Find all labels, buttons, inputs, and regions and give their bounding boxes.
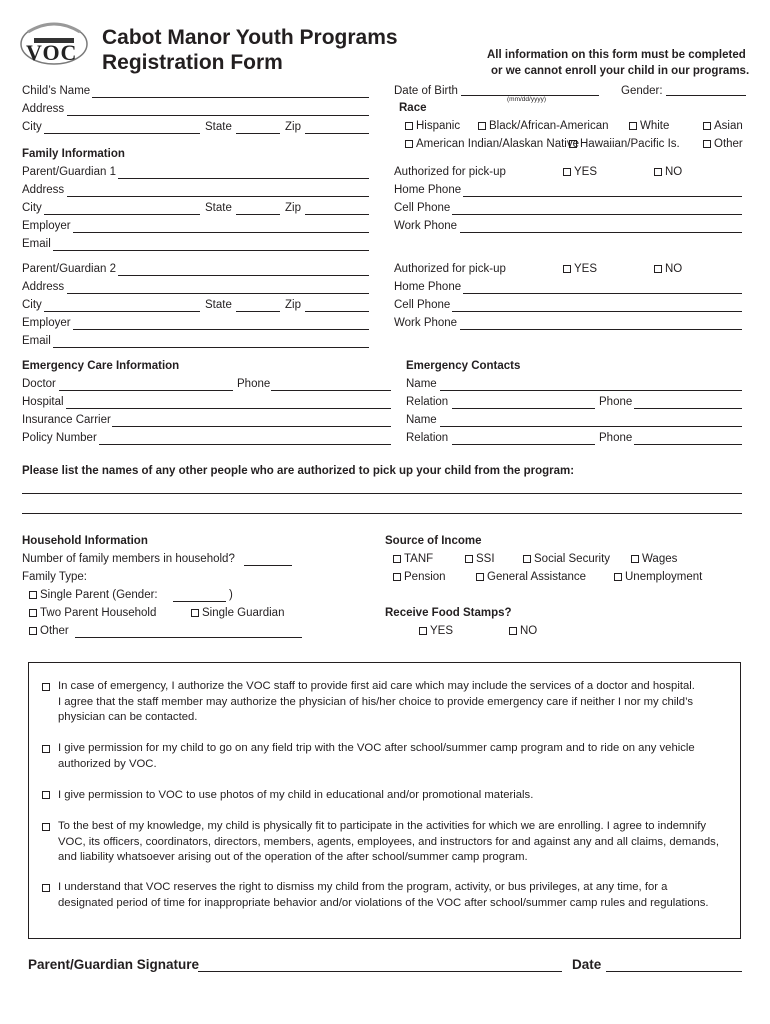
food-stamps-heading: Receive Food Stamps? — [385, 607, 512, 619]
contact1-relation-label: Relation — [406, 396, 449, 408]
guardian2-employer-label: Employer — [22, 317, 71, 329]
guardian2-name-field[interactable] — [118, 275, 369, 276]
guardian1-email-label: Email — [22, 238, 51, 250]
guardian1-state-label: State — [205, 202, 232, 214]
child-address-label: Address — [22, 103, 65, 115]
guardian1-email-field[interactable] — [53, 250, 369, 251]
hospital-field[interactable] — [66, 408, 391, 409]
logo-text: VOC — [26, 40, 78, 65]
child-city-label: City — [22, 121, 42, 133]
checkbox-icon — [654, 265, 662, 273]
hospital-label: Hospital — [22, 396, 64, 408]
consent-4-line2: VOC, its officers, coordinators, directors, members, agents, employees, and instructors for and against any and all claims, demands, — [58, 835, 719, 848]
no-label: NO — [665, 166, 683, 178]
income-option-pension[interactable] — [393, 571, 446, 583]
other-family-field[interactable] — [75, 637, 302, 638]
yes-label: YES — [574, 263, 598, 275]
child-zip-field[interactable] — [305, 133, 369, 134]
consent-5-line1: I understand that VOC reserves the right to dismiss my child from the program, activity, or bus privileges, at any time, for a — [58, 881, 668, 893]
checkbox-icon — [419, 627, 427, 635]
guardian2-employer-field[interactable] — [73, 329, 369, 330]
guardian2-state-label: State — [205, 299, 232, 311]
guardian2-label: Parent/Guardian 2 — [22, 263, 116, 275]
insurance-field[interactable] — [112, 426, 391, 427]
contact2-relation-field[interactable] — [452, 444, 595, 445]
guardian1-cell-phone-label: Cell Phone — [394, 202, 451, 214]
form-title-line2: Registration Form — [102, 51, 283, 74]
guardian1-city-label: City — [22, 202, 42, 214]
race-option-black[interactable] — [478, 120, 609, 132]
consent-1-line3: physician can be contacted. — [58, 711, 198, 723]
consent-4-line1: To the best of my knowledge, my child is physically fit to participate in the activities for which we are enrolling. I agree to indemnify — [58, 820, 706, 832]
race-option-american-indian[interactable] — [405, 138, 579, 150]
two-parent-option[interactable] — [29, 607, 156, 619]
checkbox-icon — [631, 555, 639, 563]
contact1-name-label: Name — [406, 378, 437, 390]
income-option-label: TANF — [404, 553, 434, 565]
guardian1-work-phone-field[interactable] — [460, 232, 742, 233]
policy-label: Policy Number — [22, 432, 97, 444]
guardian1-home-phone-field[interactable] — [463, 196, 742, 197]
guardian2-work-phone-field[interactable] — [460, 329, 742, 330]
guardian2-address-field[interactable] — [67, 293, 369, 294]
guardian2-home-phone-label: Home Phone — [394, 281, 462, 293]
child-city-field[interactable] — [44, 133, 200, 134]
guardian2-city-field[interactable] — [44, 311, 200, 312]
race-option-label: American Indian/Alaskan Native — [416, 138, 579, 150]
income-option-tanf[interactable] — [393, 553, 433, 565]
contact2-name-label: Name — [406, 414, 437, 426]
guardian1-address-field[interactable] — [67, 196, 369, 197]
family-type-label: Family Type: — [22, 571, 87, 583]
consent-5-text — [58, 880, 738, 911]
guardian1-home-phone-label: Home Phone — [394, 184, 462, 196]
guardian1-address-label: Address — [22, 184, 65, 196]
guardian2-home-phone-field[interactable] — [463, 293, 742, 294]
checkbox-icon — [703, 122, 711, 130]
race-option-label: Hawaiian/Pacific Is. — [580, 138, 680, 150]
household-heading: Household Information — [22, 535, 148, 547]
checkbox-icon — [393, 573, 401, 581]
consent-4-line3: and liability whatsoever arising out of the operation of the after school/summer camp program. — [58, 851, 528, 863]
checkbox-icon — [569, 140, 577, 148]
signature-label: Parent/Guardian Signature — [28, 957, 200, 972]
checkbox-icon — [563, 168, 571, 176]
guardian1-cell-phone-field[interactable] — [452, 214, 742, 215]
pickup-people-line1[interactable] — [22, 493, 742, 494]
checkbox-icon — [191, 609, 199, 617]
policy-field[interactable] — [99, 444, 391, 445]
income-option-label: Unemployment — [625, 571, 703, 583]
consent-1-line2: I agree that the staff member may authorize the physician of his/her choice to provide emergency care if neither I nor my child’s — [58, 695, 694, 708]
doctor-phone-label: Phone — [237, 378, 271, 390]
child-name-label: Child’s Name — [22, 85, 91, 97]
yes-label: YES — [574, 166, 598, 178]
other-label: Other — [40, 625, 69, 637]
guardian2-cell-phone-label: Cell Phone — [394, 299, 451, 311]
race-option-white[interactable] — [629, 120, 669, 132]
checkbox-icon — [476, 573, 484, 581]
consent-3-checkbox[interactable] — [42, 791, 50, 799]
contact1-relation-field[interactable] — [452, 408, 595, 409]
income-heading: Source of Income — [385, 535, 482, 547]
single-parent-option[interactable] — [29, 589, 158, 601]
child-zip-label: Zip — [285, 121, 301, 133]
single-parent-close: ) — [229, 589, 233, 601]
race-option-label: Asian — [714, 120, 743, 132]
family-heading: Family Information — [22, 148, 125, 160]
consent-4-checkbox[interactable] — [42, 823, 50, 831]
doctor-phone-field[interactable] — [271, 390, 391, 391]
race-option-hawaiian[interactable] — [569, 138, 680, 150]
income-option-social-security[interactable] — [523, 553, 610, 565]
guardian2-zip-field[interactable] — [305, 311, 369, 312]
contact1-phone-field[interactable] — [634, 408, 742, 409]
guardian2-cell-phone-field[interactable] — [452, 311, 742, 312]
child-state-field[interactable] — [236, 133, 280, 134]
contact1-phone-label: Phone — [599, 396, 633, 408]
guardian1-zip-field[interactable] — [305, 214, 369, 215]
insurance-label: Insurance Carrier — [22, 414, 111, 426]
checkbox-icon — [629, 122, 637, 130]
checkbox-icon — [478, 122, 486, 130]
guardian2-email-label: Email — [22, 335, 51, 347]
notice-line2: or we cannot enroll your child in our programs. — [491, 65, 750, 77]
income-option-label: SSI — [476, 553, 495, 565]
guardian1-label: Parent/Guardian 1 — [22, 166, 116, 178]
no-label: NO — [665, 263, 683, 275]
consent-1-text — [58, 679, 738, 726]
dob-hint: (mm/dd/yyyy) — [507, 96, 546, 103]
checkbox-icon — [703, 140, 711, 148]
child-state-label: State — [205, 121, 232, 133]
consent-2-text — [58, 741, 738, 772]
consent-3-text — [58, 788, 738, 804]
single-parent-label: Single Parent (Gender: — [40, 589, 158, 601]
consent-4-text — [58, 819, 738, 866]
race-option-label: Hispanic — [416, 120, 461, 132]
members-field[interactable] — [244, 565, 292, 566]
two-parent-label: Two Parent Household — [40, 607, 157, 619]
guardian2-zip-label: Zip — [285, 299, 301, 311]
guardian2-work-phone-label: Work Phone — [394, 317, 458, 329]
other-family-option[interactable] — [29, 625, 69, 637]
guardian2-pickup-no[interactable] — [654, 263, 682, 275]
guardian1-city-field[interactable] — [44, 214, 200, 215]
guardian1-pickup-no[interactable] — [654, 166, 682, 178]
checkbox-icon — [405, 140, 413, 148]
notice-line1: All information on this form must be completed — [487, 49, 746, 61]
race-option-label: White — [640, 120, 670, 132]
checkbox-icon — [509, 627, 517, 635]
guardian1-name-field[interactable] — [118, 178, 369, 179]
contact2-phone-field[interactable] — [634, 444, 742, 445]
pickup-people-prompt: Please list the names of any other people who are authorized to pick up your child from the program: — [22, 465, 575, 477]
guardian1-employer-label: Employer — [22, 220, 71, 232]
guardian2-address-label: Address — [22, 281, 65, 293]
form-title-line1: Cabot Manor Youth Programs — [102, 26, 398, 49]
voc-logo — [18, 20, 96, 68]
checkbox-icon — [523, 555, 531, 563]
income-option-general-assistance[interactable] — [476, 571, 586, 583]
income-option-label: Pension — [404, 571, 446, 583]
consent-1-line1: In case of emergency, I authorize the VOC staff to provide first aid care which may include the services of a doctor and hospital. — [58, 680, 695, 692]
income-option-label: General Assistance — [487, 571, 587, 583]
signature-date-label: Date — [572, 957, 602, 972]
single-guardian-option[interactable] — [191, 607, 284, 619]
checkbox-icon — [29, 627, 37, 635]
race-label: Race — [399, 102, 427, 114]
checkbox-icon — [29, 591, 37, 599]
consent-1-checkbox[interactable] — [42, 683, 50, 691]
doctor-label: Doctor — [22, 378, 56, 390]
income-option-label: Social Security — [534, 553, 611, 565]
income-option-wages[interactable] — [631, 553, 677, 565]
child-address-field[interactable] — [67, 115, 369, 116]
signature-date-field[interactable] — [606, 971, 742, 972]
checkbox-icon — [465, 555, 473, 563]
yes-label: YES — [430, 625, 454, 637]
consent-2-line1: I give permission for my child to go on any field trip with the VOC after school/summer camp program and to ride on any vehicle — [58, 742, 695, 754]
income-option-ssi[interactable] — [465, 553, 495, 565]
contact2-relation-label: Relation — [406, 432, 449, 444]
emergency-care-heading: Emergency Care Information — [22, 360, 180, 372]
members-label: Number of family members in household? — [22, 553, 235, 565]
race-option-other[interactable] — [703, 138, 743, 150]
food-stamps-yes[interactable] — [419, 625, 453, 637]
gender-field[interactable] — [666, 95, 746, 96]
income-option-label: Wages — [642, 553, 678, 565]
checkbox-icon — [393, 555, 401, 563]
consent-3-line1: I give permission to VOC to use photos of my child in educational and/or promotional materials. — [58, 789, 534, 801]
race-option-label: Black/African-American — [489, 120, 609, 132]
checkbox-icon — [654, 168, 662, 176]
guardian1-work-phone-label: Work Phone — [394, 220, 458, 232]
guardian1-pickup-yes[interactable] — [563, 166, 597, 178]
income-option-unemployment[interactable] — [614, 571, 702, 583]
checkbox-icon — [29, 609, 37, 617]
race-option-label: Other — [714, 138, 743, 150]
guardian1-zip-label: Zip — [285, 202, 301, 214]
guardian2-email-field[interactable] — [53, 347, 369, 348]
consent-2-checkbox[interactable] — [42, 745, 50, 753]
guardian1-pickup-label: Authorized for pick-up — [394, 166, 506, 178]
child-name-field[interactable] — [92, 97, 369, 98]
guardian2-city-label: City — [22, 299, 42, 311]
consent-5-checkbox[interactable] — [42, 884, 50, 892]
guardian1-employer-field[interactable] — [73, 232, 369, 233]
pickup-people-line2[interactable] — [22, 513, 742, 514]
doctor-field[interactable] — [59, 390, 233, 391]
dob-label: Date of Birth — [394, 85, 458, 97]
checkbox-icon — [614, 573, 622, 581]
single-guardian-label: Single Guardian — [202, 607, 285, 619]
emergency-contacts-heading: Emergency Contacts — [406, 360, 521, 372]
single-parent-gender-field[interactable] — [173, 601, 226, 602]
no-label: NO — [520, 625, 538, 637]
race-option-asian[interactable] — [703, 120, 743, 132]
signature-field[interactable] — [198, 971, 562, 972]
gender-label: Gender: — [621, 85, 663, 97]
contact2-phone-label: Phone — [599, 432, 633, 444]
race-option-hispanic[interactable] — [405, 120, 460, 132]
guardian2-pickup-yes[interactable] — [563, 263, 597, 275]
contact1-name-field[interactable] — [440, 390, 742, 391]
checkbox-icon — [405, 122, 413, 130]
contact2-name-field[interactable] — [440, 426, 742, 427]
checkbox-icon — [563, 265, 571, 273]
consent-5-line2: designated period of time for inappropriate behavior and/or violations of the VOC after school/summer camp rules and regulations. — [58, 896, 709, 909]
guardian1-state-field[interactable] — [236, 214, 280, 215]
guardian2-state-field[interactable] — [236, 311, 280, 312]
consent-2-line2: authorized by VOC. — [58, 757, 157, 770]
guardian2-pickup-label: Authorized for pick-up — [394, 263, 506, 275]
food-stamps-no[interactable] — [509, 625, 537, 637]
